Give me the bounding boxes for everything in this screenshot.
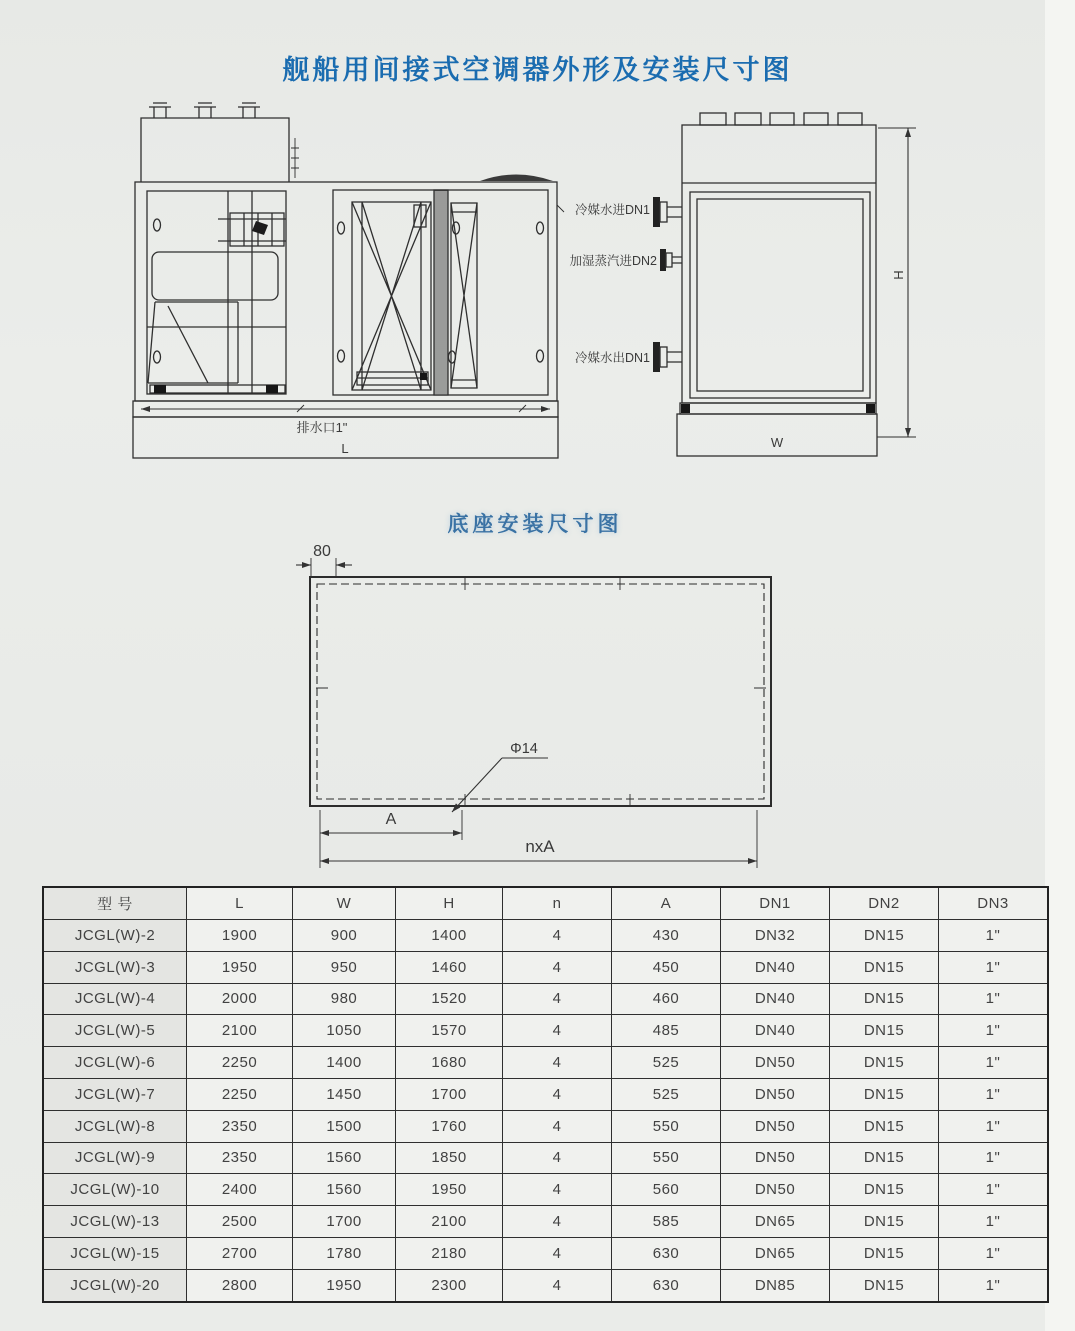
table-cell: 560 [612, 1174, 721, 1206]
table-cell: 4 [503, 920, 612, 952]
table-cell: 1450 [293, 1078, 396, 1110]
table-cell: JCGL(W)-2 [43, 920, 187, 952]
door-handle [338, 350, 345, 362]
table-cell: 460 [612, 983, 721, 1015]
table-cell: DN85 [721, 1269, 830, 1302]
table-cell: DN15 [830, 1142, 939, 1174]
table-cell: 585 [612, 1206, 721, 1238]
table-cell: 2180 [396, 1237, 503, 1269]
table-cell: 1500 [293, 1110, 396, 1142]
table-cell: 1760 [396, 1110, 503, 1142]
dim-80-label: 80 [313, 543, 331, 560]
table-cell: 1400 [293, 1047, 396, 1079]
table-cell: 1" [939, 1269, 1049, 1302]
pipe-label-steam-in: 加湿蒸汽进DN2 [569, 254, 657, 268]
table-cell: 1950 [293, 1269, 396, 1302]
table-row [43, 920, 1048, 952]
table-cell: 2800 [187, 1269, 293, 1302]
table-cell: 1560 [293, 1174, 396, 1206]
column-header: 型 号 [43, 887, 187, 920]
pipe-label-chilled-water-in: 冷媒水进DN1 [574, 203, 650, 217]
table-row [43, 951, 1048, 983]
table-cell: 4 [503, 983, 612, 1015]
base-diagram [296, 543, 771, 868]
table-cell: 1520 [396, 983, 503, 1015]
table-cell: 2700 [187, 1237, 293, 1269]
table-cell: DN15 [830, 1206, 939, 1238]
table-cell: 4 [503, 1142, 612, 1174]
humidifier-coil-strip [434, 190, 448, 395]
door-handle [537, 350, 544, 362]
table-cell: DN15 [830, 1015, 939, 1047]
table-cell: DN40 [721, 951, 830, 983]
table-cell: DN15 [830, 1174, 939, 1206]
table-cell: DN15 [830, 920, 939, 952]
table-cell: DN40 [721, 1015, 830, 1047]
motor-box [152, 252, 278, 300]
table-cell: JCGL(W)-6 [43, 1047, 187, 1079]
table-row [43, 1110, 1048, 1142]
pipe-steam-in [660, 249, 682, 271]
table-cell: 2400 [187, 1174, 293, 1206]
table-cell: DN32 [721, 920, 830, 952]
table-cell: 525 [612, 1078, 721, 1110]
drain-label: 排水口1" [296, 420, 348, 435]
base-installation-drawing [280, 500, 800, 885]
column-header: W [293, 887, 396, 920]
table-cell: 2000 [187, 983, 293, 1015]
table-cell: DN15 [830, 1269, 939, 1302]
table-cell: JCGL(W)-15 [43, 1237, 187, 1269]
table-cell: DN40 [721, 983, 830, 1015]
front-view [133, 103, 558, 458]
table-cell: DN50 [721, 1078, 830, 1110]
table-cell: 525 [612, 1047, 721, 1079]
table-cell: 1570 [396, 1015, 503, 1047]
table-cell: 1" [939, 1047, 1049, 1079]
table-cell: 1400 [396, 920, 503, 952]
table-cell: DN65 [721, 1206, 830, 1238]
table-cell: 4 [503, 1174, 612, 1206]
table-cell: 1" [939, 951, 1049, 983]
table-cell: 1950 [396, 1174, 503, 1206]
table-cell: 1" [939, 1110, 1049, 1142]
dim-nxA-label: nxA [525, 837, 555, 856]
table-cell: 630 [612, 1269, 721, 1302]
table-row [43, 1269, 1048, 1302]
table-cell: DN50 [721, 1110, 830, 1142]
table-row [43, 1142, 1048, 1174]
door-handle [154, 219, 161, 231]
table-cell: 950 [293, 951, 396, 983]
outline-drawing [95, 95, 965, 480]
table-cell: 2100 [187, 1015, 293, 1047]
table-row [43, 1078, 1048, 1110]
table-cell: DN50 [721, 1174, 830, 1206]
column-header: n [503, 887, 612, 920]
table-row [43, 983, 1048, 1015]
table-cell: 1850 [396, 1142, 503, 1174]
table-cell: 630 [612, 1237, 721, 1269]
table-row [43, 1174, 1048, 1206]
table-cell: 4 [503, 951, 612, 983]
page-margin [1045, 0, 1075, 1331]
pipe-label-chilled-water-out: 冷媒水出DN1 [574, 351, 650, 365]
table-cell: 4 [503, 1269, 612, 1302]
table-cell: 900 [293, 920, 396, 952]
table-cell: 1" [939, 1078, 1049, 1110]
table-cell: 4 [503, 1237, 612, 1269]
table-cell: 1" [939, 1174, 1049, 1206]
table-cell: JCGL(W)-8 [43, 1110, 187, 1142]
table-cell: 1780 [293, 1237, 396, 1269]
dim-W-label: W [770, 435, 784, 450]
table-cell: DN15 [830, 1047, 939, 1079]
table-cell: 4 [503, 1047, 612, 1079]
column-header: A [612, 887, 721, 920]
table-cell: 485 [612, 1015, 721, 1047]
table-cell: DN65 [721, 1237, 830, 1269]
table-cell: DN50 [721, 1142, 830, 1174]
base-diagram-title: 底座安装尺寸图 [447, 513, 623, 536]
table-cell: 4 [503, 1015, 612, 1047]
table-cell: DN15 [830, 1078, 939, 1110]
table-cell: 2250 [187, 1078, 293, 1110]
table-cell: 550 [612, 1110, 721, 1142]
table-cell: 1900 [187, 920, 293, 952]
dim-H-label: H [891, 270, 906, 280]
table-cell: 1" [939, 1142, 1049, 1174]
table-cell: 4 [503, 1110, 612, 1142]
table-cell: 1" [939, 1015, 1049, 1047]
dim-L-label: L [341, 441, 349, 456]
table-cell: 1" [939, 1237, 1049, 1269]
table-cell: 1050 [293, 1015, 396, 1047]
table-row [43, 1206, 1048, 1238]
column-header: DN2 [830, 887, 939, 920]
door-handle [537, 222, 544, 234]
table-header-row [43, 887, 1048, 920]
dimension-table [42, 886, 1049, 1303]
table-cell: JCGL(W)-7 [43, 1078, 187, 1110]
table-cell: JCGL(W)-13 [43, 1206, 187, 1238]
table-cell: 2300 [396, 1269, 503, 1302]
table-cell: 1460 [396, 951, 503, 983]
table-cell: JCGL(W)-9 [43, 1142, 187, 1174]
table-cell: 4 [503, 1206, 612, 1238]
table-cell: 2100 [396, 1206, 503, 1238]
table-row [43, 1237, 1048, 1269]
table-cell: 1" [939, 920, 1049, 952]
table-cell: JCGL(W)-3 [43, 951, 187, 983]
table-cell: 550 [612, 1142, 721, 1174]
table-cell: 430 [612, 920, 721, 952]
hole-diameter-label: Φ14 [510, 741, 538, 757]
table-cell: 980 [293, 983, 396, 1015]
door-handle [453, 222, 460, 234]
table-cell: DN15 [830, 951, 939, 983]
table-cell: 1700 [293, 1206, 396, 1238]
door-handle [154, 351, 161, 363]
page-title: 舰船用间接式空调器外形及安装尺寸图 [282, 55, 793, 85]
table-cell: JCGL(W)-20 [43, 1269, 187, 1302]
pipe-chilled-water-in [653, 197, 682, 227]
table-cell: 4 [503, 1078, 612, 1110]
side-view [557, 113, 916, 456]
door-handle [449, 351, 456, 363]
table-cell: 450 [612, 951, 721, 983]
table-cell: 1680 [396, 1047, 503, 1079]
table-cell: DN15 [830, 1110, 939, 1142]
table-cell: JCGL(W)-5 [43, 1015, 187, 1047]
table-row [43, 1015, 1048, 1047]
column-header: DN3 [939, 887, 1049, 920]
fan-housing [148, 302, 238, 383]
table-cell: JCGL(W)-10 [43, 1174, 187, 1206]
column-header: H [396, 887, 503, 920]
pipe-chilled-water-out [653, 342, 682, 372]
top-hatch-lid [480, 175, 553, 182]
table-cell: DN50 [721, 1047, 830, 1079]
table-cell: 2350 [187, 1110, 293, 1142]
table-cell: JCGL(W)-4 [43, 983, 187, 1015]
door-handle [338, 222, 345, 234]
table-cell: DN15 [830, 983, 939, 1015]
table-cell: 2500 [187, 1206, 293, 1238]
dim-A-label: A [385, 811, 397, 828]
column-header: L [187, 887, 293, 920]
table-cell: 1950 [187, 951, 293, 983]
table-cell: 1" [939, 1206, 1049, 1238]
table-cell: DN15 [830, 1237, 939, 1269]
table-cell: 1560 [293, 1142, 396, 1174]
table-cell: 1" [939, 983, 1049, 1015]
table-cell: 1700 [396, 1078, 503, 1110]
table-cell: 2350 [187, 1142, 293, 1174]
table-cell: 2250 [187, 1047, 293, 1079]
column-header: DN1 [721, 887, 830, 920]
table-row [43, 1047, 1048, 1079]
